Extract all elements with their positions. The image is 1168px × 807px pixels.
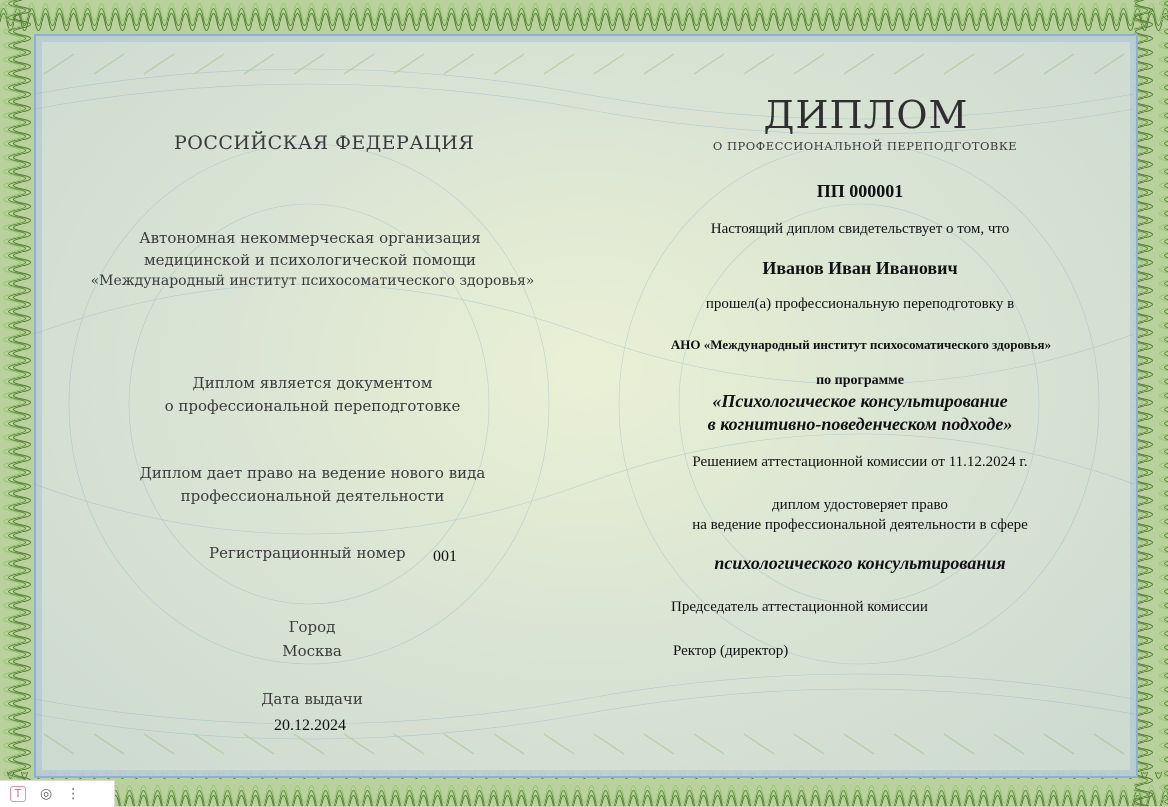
issue-date-label: Дата выдачи <box>261 690 363 708</box>
diploma-title: ДИПЛОМ <box>763 93 969 137</box>
professional-field: психологического консультирования <box>714 553 1006 573</box>
grants-line-2: на ведение профессиональной деятельности в сфере <box>692 517 1028 533</box>
rights-statement-2: профессиональной деятельности <box>180 487 445 505</box>
doc-statement-2: о профессиональной переподготовке <box>164 397 461 415</box>
diploma-number: ПП 000001 <box>816 181 904 201</box>
grants-line-1: диплом удостоверяет право <box>772 497 948 513</box>
org-line-1: Автономная некоммерческая организация <box>139 229 481 247</box>
program-label: по программе <box>816 373 904 388</box>
passed-text: прошел(а) профессиональную переподготовку в <box>705 296 1015 312</box>
org-line-3: «Международный институт психосоматического здоровья» <box>90 273 535 289</box>
program-name-line-2: в когнитивно-поведенческом подходе» <box>707 414 1013 434</box>
reg-number-label: Регистрационный номер <box>209 544 406 562</box>
viewer-toolbar <box>0 780 115 807</box>
institution-name: АНО «Международный институт психосоматического здоровья» <box>670 337 1052 352</box>
certifies-text: Настоящий диплом свидетельствует о том, что <box>710 221 1010 237</box>
org-line-2: медицинской и психологической помощи <box>143 251 477 269</box>
commission-decision: Решением аттестационной комиссии от 11.12.2024 г. <box>692 454 1028 470</box>
diploma-subtitle: О ПРОФЕССИОНАЛЬНОЙ ПЕРЕПОДГОТОВКЕ <box>712 139 1018 153</box>
more-icon[interactable]: ⋮ <box>66 786 81 802</box>
chairman-label: Председатель аттестационной комиссии <box>671 599 928 615</box>
country-heading: РОССИЙСКАЯ ФЕДЕРАЦИЯ <box>174 132 475 154</box>
city-value: Москва <box>282 642 342 660</box>
issue-date-value: 20.12.2024 <box>274 717 346 734</box>
text-icon[interactable]: T <box>10 786 26 802</box>
program-name-line-1: «Психологическое консультирование <box>712 391 1008 411</box>
city-label: Город <box>288 618 336 636</box>
lens-icon[interactable]: ◎ <box>40 786 53 802</box>
rector-label: Ректор (директор) <box>673 643 789 659</box>
doc-statement-1: Диплом является документом <box>192 374 433 392</box>
reg-number-value: 001 <box>433 548 457 565</box>
rights-statement-1: Диплом дает право на ведение нового вида <box>139 464 486 482</box>
holder-name: Иванов Иван Иванович <box>762 258 958 278</box>
